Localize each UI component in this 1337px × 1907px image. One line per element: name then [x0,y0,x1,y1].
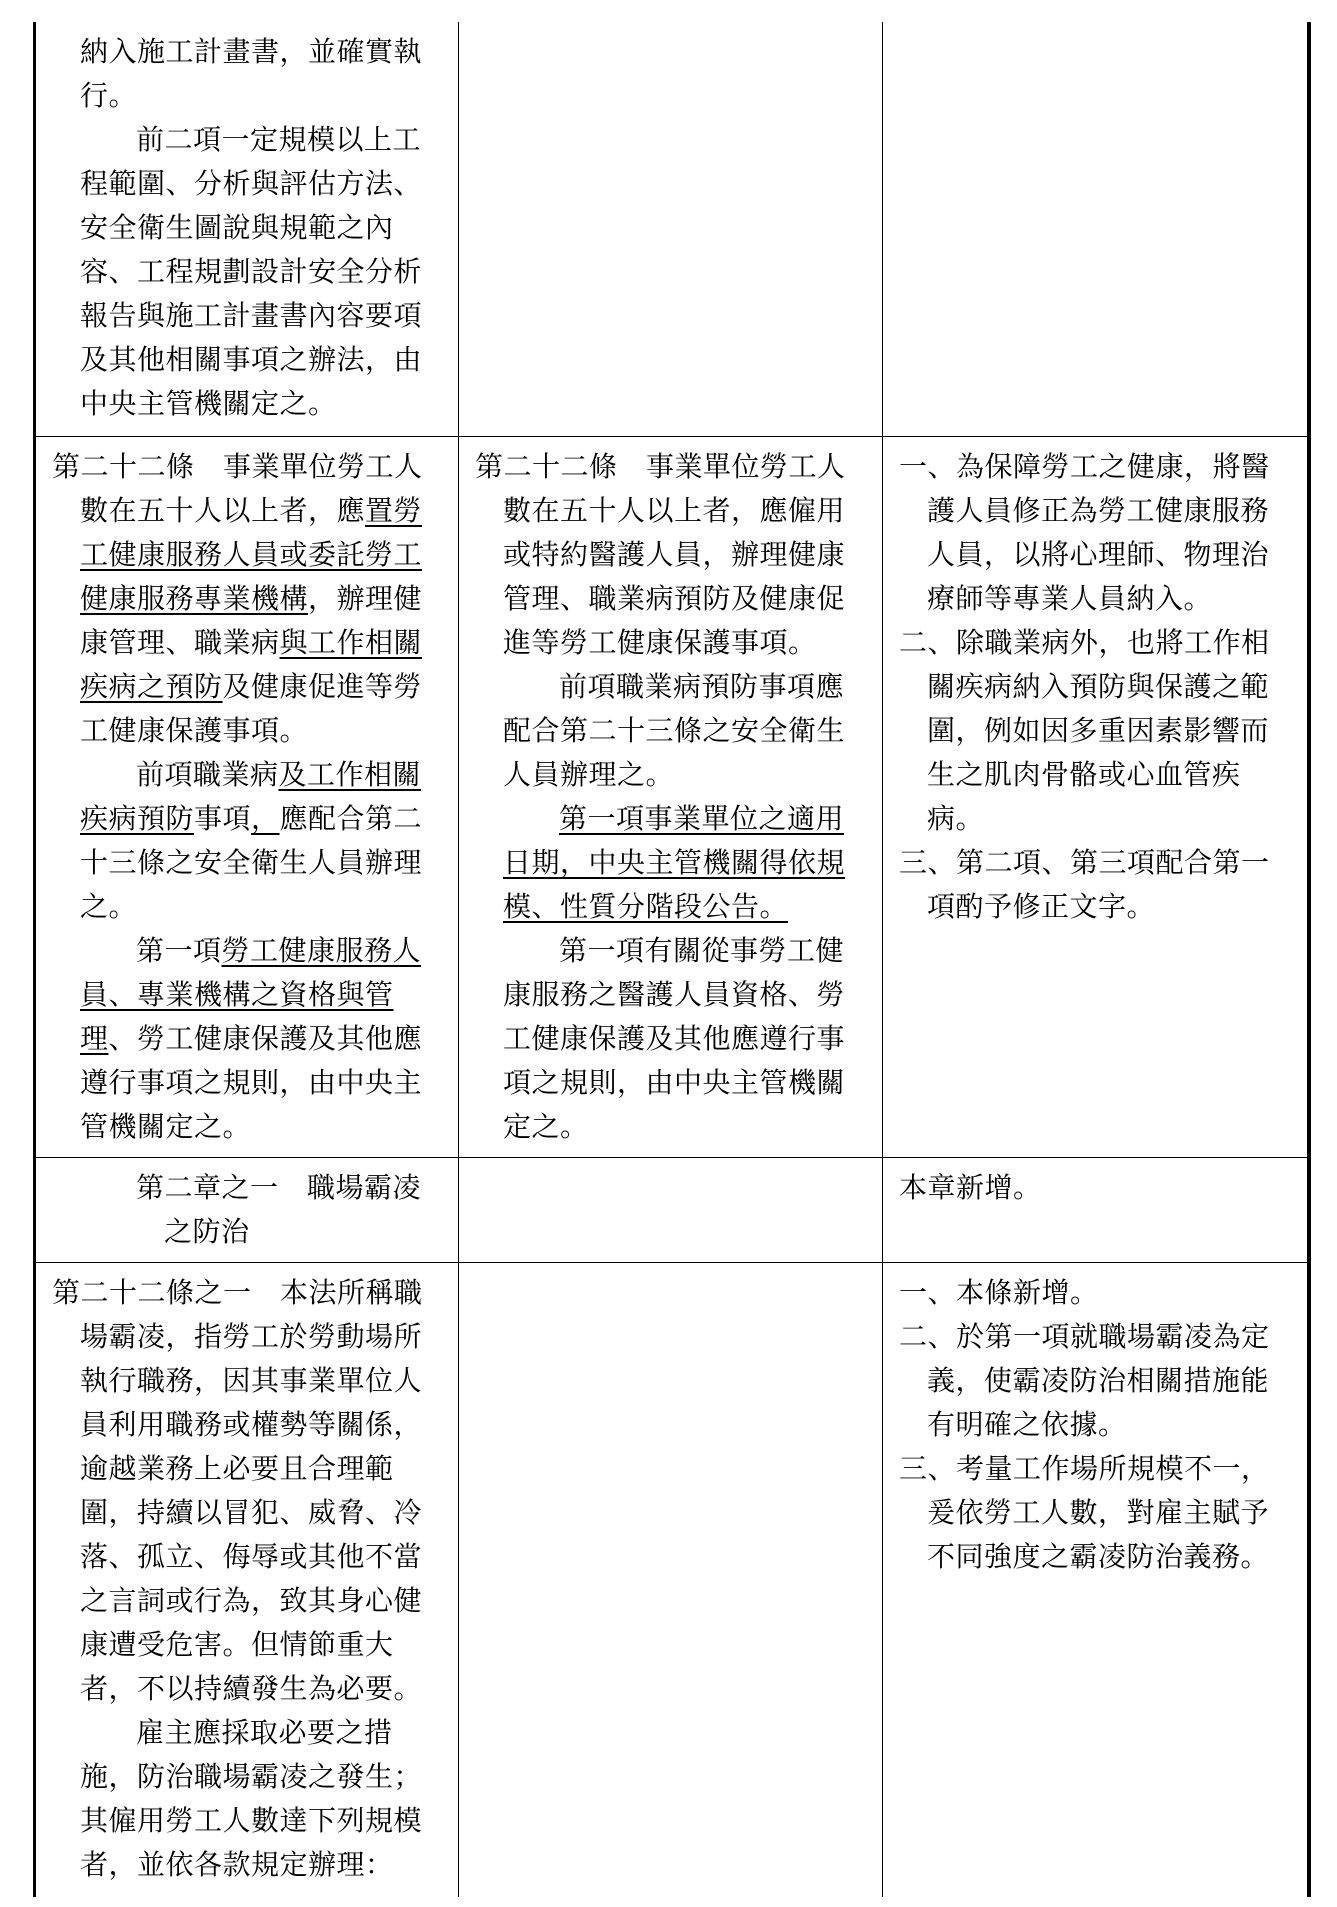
current-text-cell [459,437,883,1158]
text-span: 事項 [194,802,252,835]
paragraph: 納入施工計畫書，並確實執行。 [80,35,423,112]
amended-underline: 與工作相關疾病之預防 [80,626,423,703]
explanation-item: 二、於第一項就職場霸凌為定義，使霸凌防治相關措施能有明確之依據。 [899,1320,1270,1441]
table-row [35,22,1309,437]
table-row [35,437,1309,1158]
explanation-cell [883,1263,1309,1898]
comparison-table [33,22,1311,1897]
text-span: 第二十二條 事業單位勞工人數在五十人以上者，應 [52,450,423,527]
amended-underline: 勞工健康服務人員、專業機構之資格與管理 [80,934,422,1055]
explanation-cell [883,22,1309,437]
amended-text-cell [35,437,459,1158]
table-row [35,1158,1309,1263]
paragraph: 前二項一定規模以上工程範圍、分析與評估方法、安全衛生圖說與規範之內容、工程規劃設計安全分析報告與施工計畫書內容要項及其他相關事項之辦法，由中央主管機關定之。 [80,123,423,420]
paragraph: 前項職業病預防事項應配合第二十三條之安全衛生人員辦理之。 [503,670,846,791]
explanation-item: 二、除職業病外，也將工作相關疾病納入預防與保護之範圍，例如因多重因素影響而生之肌肉骨骼或心血管疾病。 [899,626,1270,835]
explanation-note: 本章新增。 [899,1171,1042,1204]
explanation-cell [883,437,1309,1158]
text-span: ，辦理健康管理、職業病 [80,582,423,659]
chapter-title-cont: 之防治 [164,1215,250,1248]
current-text-cell [459,1263,883,1898]
amended-text-cell [35,1263,459,1898]
paragraph: 第一項有關從事勞工健康服務之醫護人員資格、勞工健康保護及其他應遵行事項之規則，由中央主管機關定之。 [503,934,846,1143]
amended-text-cell [35,22,459,437]
text-span: 、勞工健康保護及其他應遵行事項之規則，由中央主管機關定之。 [80,1022,423,1143]
article-22-amended [52,445,442,753]
paragraph [52,753,442,929]
explanation-cell [883,1158,1309,1263]
paragraph [475,797,866,929]
deleted-underline: 第一項事業單位之適用日期，中央主管機關得依規模、性質分階段公告。 [503,802,846,923]
amended-underline: 置勞工健康服務人員或委託勞工健康服務專業機構 [80,494,423,615]
explanation-item: 三、考量工作場所規模不一，爰依勞工人數，對雇主賦予不同強度之霸凌防治義務。 [899,1452,1270,1573]
paragraph: 雇主應採取必要之措施，防治職場霸凌之發生；其僱用勞工人數達下列規模者，並依各款規定辦理： [80,1716,423,1881]
article-22-current: 第二十二條 事業單位勞工人數在五十人以上者，應僱用或特約醫護人員，辦理健康管理、職業病預防及健康促進等勞工健康保護事項。 [475,450,846,659]
text-span: 第一項 [136,934,222,967]
current-text-cell [459,22,883,437]
chapter-title: 第二章之一 職場霸凌 [136,1171,422,1204]
text-span: 及健康促進等勞工健康保護事項。 [80,670,423,747]
chapter-heading-cell [35,1158,459,1263]
article-22-1: 第二十二條之一 本法所稱職場霸凌，指勞工於勞動場所執行職務，因其事業單位人員利用職務或權勢等關係，逾越業務上必要且合理範圍，持續以冒犯、威脅、冷落、孤立、侮辱或其他不當之言詞或行為，致其身心健康遭受危害。但情節重大者，不以持續發生為必要。 [52,1276,423,1705]
paragraph [52,929,442,1149]
explanation-item: 一、為保障勞工之健康，將醫護人員修正為勞工健康服務人員，以將心理師、物理治療師等專業人員納入。 [899,450,1270,615]
table-row [35,1263,1309,1898]
explanation-item: 一、本條新增。 [899,1276,1099,1309]
amended-underline: ， [251,802,280,835]
current-text-cell [459,1158,883,1263]
text-span: 應配合第二十三條之安全衛生人員辦理之。 [80,802,423,923]
explanation-item: 三、第二項、第三項配合第一項酌予修正文字。 [899,846,1270,923]
amended-underline: 及工作相關疾病預防 [80,758,422,835]
text-span: 前項職業病 [136,758,279,791]
